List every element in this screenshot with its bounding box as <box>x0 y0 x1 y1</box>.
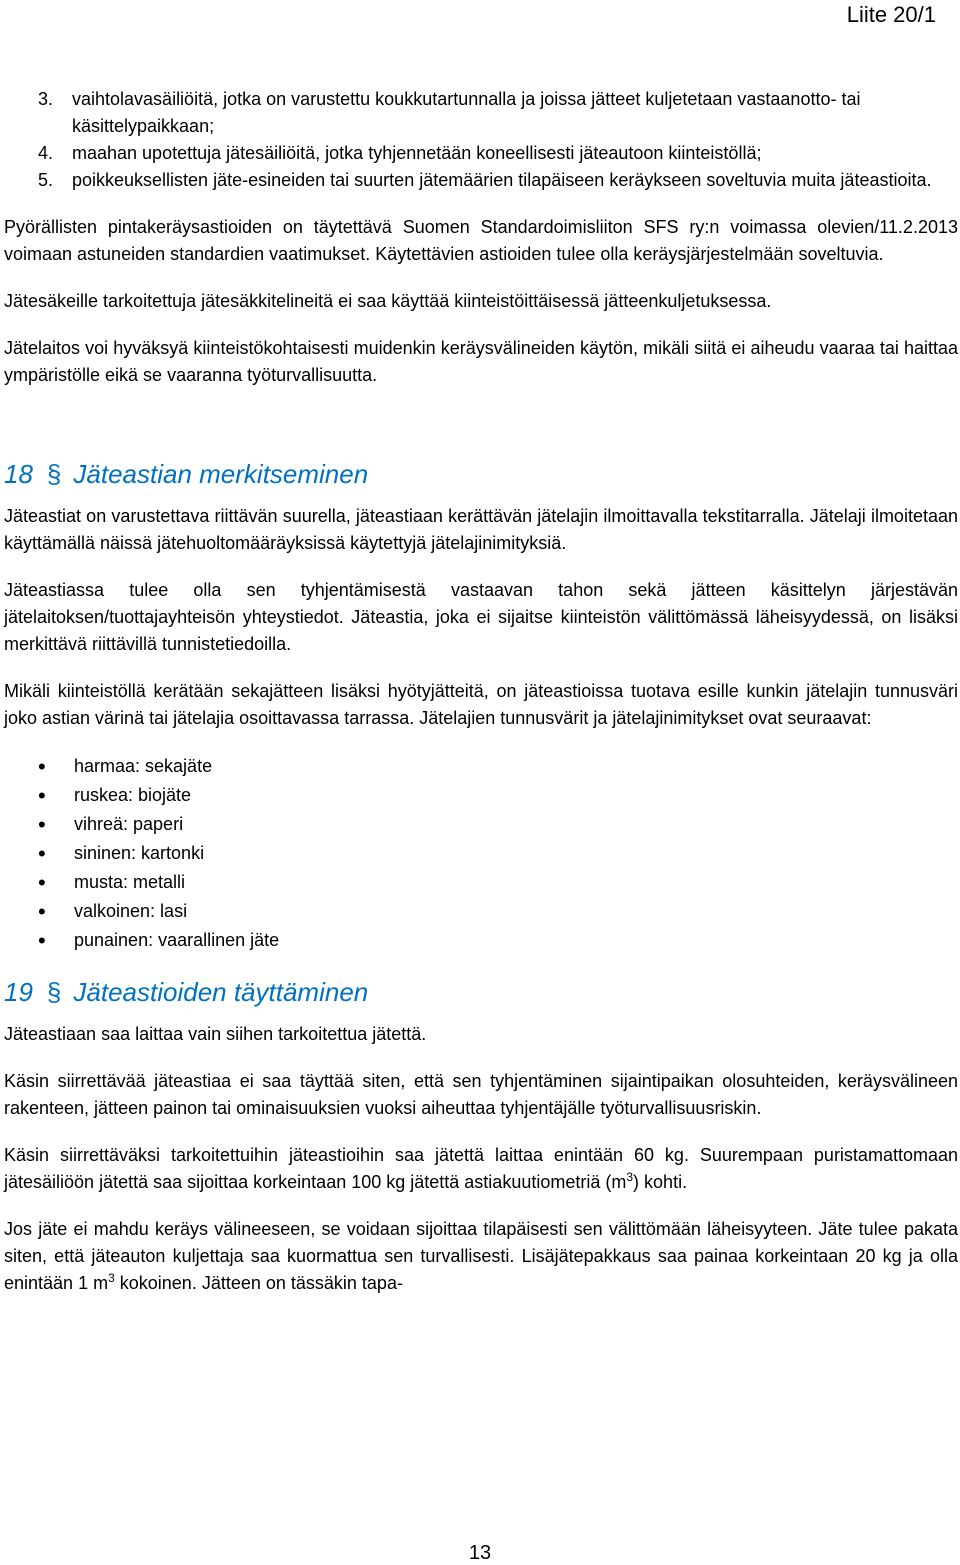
page-header: Liite 20/1 <box>846 2 936 27</box>
section-title: Jäteastioiden täyttäminen <box>73 977 369 1007</box>
section-sign: § <box>46 977 62 1007</box>
page-number: 13 <box>468 1542 492 1564</box>
section-sign: § <box>46 459 62 489</box>
section-19-heading <box>4 975 958 1009</box>
list-item-text: vaihtolavasäiliöitä, jotka on varustettu koukkutartunnalla ja joissa jätteet kuljetetaan vastaanotto- tai käsittelypaikkaan; <box>72 89 861 136</box>
list-item <box>38 140 958 167</box>
superscript: 3 <box>108 1271 115 1285</box>
paragraph-weight-limits <box>4 1142 958 1196</box>
paragraph-contact-info: Jäteastiassa tulee olla sen tyhjentämisestä vastaavan tahon sekä jätteen käsittelyn järjestävän jätelaitoksen/tuottajayhteisön yhteystiedot. Jäteastia, joka ei sijaitse kiinteistön välittömässä läheisyydessä, on lisäksi merkittävä riittävillä tunnistetiedoilla. <box>4 580 958 654</box>
list-item: • musta: metalli <box>74 868 958 897</box>
section-number: 18 <box>4 459 33 489</box>
section-title: Jäteastian merkitseminen <box>73 459 369 489</box>
paragraph-text: Käsin siirrettäväksi tarkoitettuihin jäteastioihin saa jätettä laittaa enintään 60 kg. Suurempaan puristamattomaan jätesäiliöön jätettä saa sijoittaa korkeintaan 100 kg jätettä astiakuutiometriä (m <box>4 1145 958 1192</box>
list-item <box>38 86 958 140</box>
list-item: • ruskea: biojäte <box>74 781 958 810</box>
paragraph-colors-intro: Mikäli kiinteistöllä kerätään sekajätteen lisäksi hyötyjätteitä, on jäteastioissa tuotava esille kunkin jätelajin tunnusväri joko astian värinä tai jätelajia osoittavassa tarrassa. Jätelajien tunnusvärit ja jätelajinimitykset ovat seuraavat: <box>4 681 958 728</box>
paragraph-text: Jos jäte ei mahdu keräys välineeseen, se voidaan sijoittaa tilapäisesti sen välittömään läheisyyteen. Jäte tulee pakata siten, että jäteauton kuljettaja saa kuormattua sen turvallisesti. Lisäjätepakkaus saa painaa korkeintaan 20 kg ja olla enintään 1 m <box>4 1219 958 1293</box>
list-item: • punainen: vaarallinen jäte <box>74 926 958 955</box>
list-item <box>38 167 958 194</box>
paragraph-labelling: Jäteastiat on varustettava riittävän suurella, jäteastiaan kerättävän jätelajin ilmoittavalla tekstitarralla. Jätelaji ilmoitetaan käyttämällä näissä jätehuoltomääräyksissä käytettyjä jätelajinimityksiä. <box>4 506 958 553</box>
list-item-text: poikkeuksellisten jäte-esineiden tai suurten jätemäärien tilapäiseen keräykseen soveltuvia muita jäteastioita. <box>72 170 932 190</box>
paragraph-safety-risk: Käsin siirrettävää jäteastiaa ei saa täyttää siten, että sen tyhjentäminen sijaintipaikan olosuhteiden, keräysvälineen rakenteen, jätteen painon tai ominaisuuksien vuoksi aiheuttaa tyhjentäjälle työturvallisuusriskin. <box>4 1071 958 1118</box>
list-item: • vihreä: paperi <box>74 810 958 839</box>
paragraph-standards: Pyörällisten pintakeräysastioiden on täytettävä Suomen Standardoimisliiton SFS ry:n voimassa olevien/11.2.2013 voimaan astuneiden standardien vaatimukset. Käytettävien astioiden tulee olla keräysjärjestelmään soveltuvia. <box>4 217 958 264</box>
list-item: • valkoinen: lasi <box>74 897 958 926</box>
color-code-list <box>4 752 958 955</box>
paragraph-approval: Jätelaitos voi hyväksyä kiinteistökohtaisesti muidenkin keräysvälineiden käytön, mikäli siitä ei aiheudu vaaraa tai haittaa ympäristölle eikä se vaaranna työturvallisuutta. <box>4 338 958 385</box>
paragraph-text: kokoinen. Jätteen on tässäkin tapa- <box>114 1273 403 1293</box>
container-types-list <box>4 86 958 194</box>
paragraph-text: ) kohti. <box>633 1172 688 1192</box>
paragraph-proper-waste: Jäteastiaan saa laittaa vain siihen tarkoitettua jätettä. <box>4 1024 427 1044</box>
document-body <box>4 86 958 1317</box>
list-item: • sininen: kartonki <box>74 839 958 868</box>
paragraph-sack-holders: Jätesäkeille tarkoitettuja jätesäkkitelineitä ei saa käyttää kiinteistöittäisessä jätteenkuljetuksessa. <box>4 291 772 311</box>
list-item-text: maahan upotettuja jätesäiliöitä, jotka tyhjennetään koneellisesti jäteautoon kiinteistöllä; <box>72 143 762 163</box>
list-item-number: 3. <box>38 89 54 109</box>
list-item-number: 4. <box>38 143 54 163</box>
section-18-heading <box>4 457 958 491</box>
list-item-number: 5. <box>38 170 54 190</box>
paragraph-extra-waste <box>4 1216 958 1297</box>
list-item: • harmaa: sekajäte <box>74 752 958 781</box>
superscript: 3 <box>626 1170 634 1184</box>
section-number: 19 <box>4 977 33 1007</box>
